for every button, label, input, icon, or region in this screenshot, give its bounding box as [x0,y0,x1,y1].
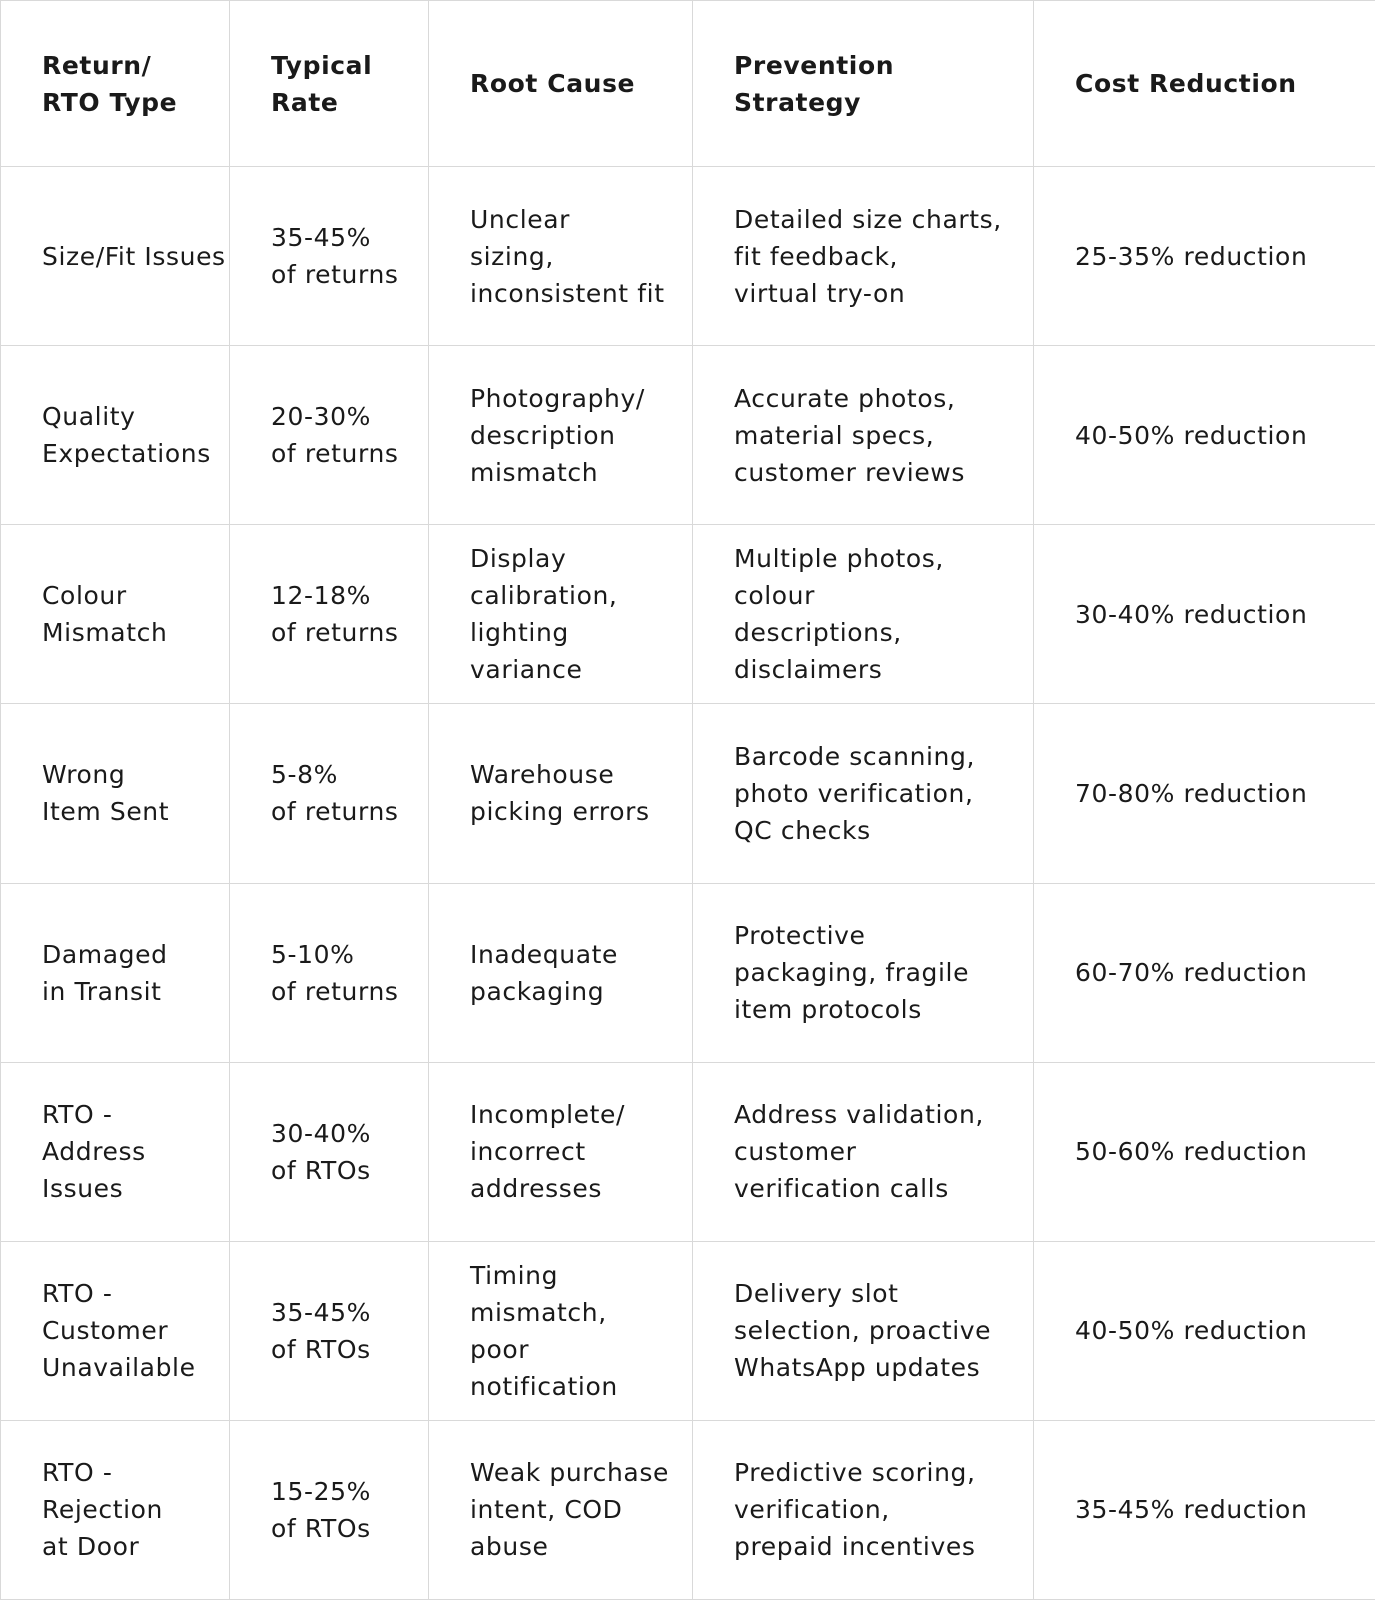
cell-prevention: Detailed size charts, fit feedback, virtual try-on [693,167,1034,346]
cell-prevention: Address validation, customer verification calls [693,1062,1034,1241]
cell-root-cause: Inadequate packaging [429,883,693,1062]
table-row [1,1420,1375,1599]
header-prevention-strategy: Prevention Strategy [693,1,1034,167]
header-root-cause: Root Cause [429,1,693,167]
cell-rate: 5-8% of returns [230,704,429,883]
cell-type: Colour Mismatch [1,525,230,704]
header-row [1,1,1375,167]
cell-type: Size/Fit Issues [1,167,230,346]
cell-cost-reduction: 30-40% reduction [1034,525,1375,704]
cell-prevention: Barcode scanning, photo verification, QC checks [693,704,1034,883]
table-row [1,883,1375,1062]
cell-rate: 30-40% of RTOs [230,1062,429,1241]
cell-cost-reduction: 50-60% reduction [1034,1062,1375,1241]
table-body [1,167,1375,1600]
cell-type: Wrong Item Sent [1,704,230,883]
cell-cost-reduction: 60-70% reduction [1034,883,1375,1062]
table-row [1,346,1375,525]
cell-cost-reduction: 40-50% reduction [1034,1241,1375,1420]
table-row [1,167,1375,346]
cell-rate: 35-45% of RTOs [230,1241,429,1420]
table-row [1,704,1375,883]
cell-type: RTO - Rejection at Door [1,1420,230,1599]
table-row [1,525,1375,704]
header-return-rto-type: Return/ RTO Type [1,1,230,167]
cell-cost-reduction: 70-80% reduction [1034,704,1375,883]
cell-rate: 35-45% of returns [230,167,429,346]
cell-prevention: Accurate photos, material specs, customer reviews [693,346,1034,525]
cell-root-cause: Unclear sizing, inconsistent fit [429,167,693,346]
cell-cost-reduction: 25-35% reduction [1034,167,1375,346]
cell-cost-reduction: 35-45% reduction [1034,1420,1375,1599]
cell-root-cause: Display calibration, lighting variance [429,525,693,704]
cell-prevention: Delivery slot selection, proactive WhatsApp updates [693,1241,1034,1420]
cell-prevention: Protective packaging, fragile item protocols [693,883,1034,1062]
cell-rate: 20-30% of returns [230,346,429,525]
cell-root-cause: Warehouse picking errors [429,704,693,883]
cell-root-cause: Photography/ description mismatch [429,346,693,525]
cell-rate: 15-25% of RTOs [230,1420,429,1599]
cell-root-cause: Weak purchase intent, COD abuse [429,1420,693,1599]
header-typical-rate: Typical Rate [230,1,429,167]
cell-root-cause: Incomplete/ incorrect addresses [429,1062,693,1241]
header-cost-reduction: Cost Reduction [1034,1,1375,167]
cell-rate: 5-10% of returns [230,883,429,1062]
cell-root-cause: Timing mismatch, poor notification [429,1241,693,1420]
cell-prevention: Predictive scoring, verification, prepaid incentives [693,1420,1034,1599]
cell-type: RTO - Address Issues [1,1062,230,1241]
table-header [1,1,1375,167]
cell-prevention: Multiple photos, colour descriptions, disclaimers [693,525,1034,704]
table-row [1,1241,1375,1420]
cell-type: Quality Expectations [1,346,230,525]
cell-rate: 12-18% of returns [230,525,429,704]
cell-type: RTO - Customer Unavailable [1,1241,230,1420]
table-row [1,1062,1375,1241]
cell-type: Damaged in Transit [1,883,230,1062]
cell-cost-reduction: 40-50% reduction [1034,346,1375,525]
